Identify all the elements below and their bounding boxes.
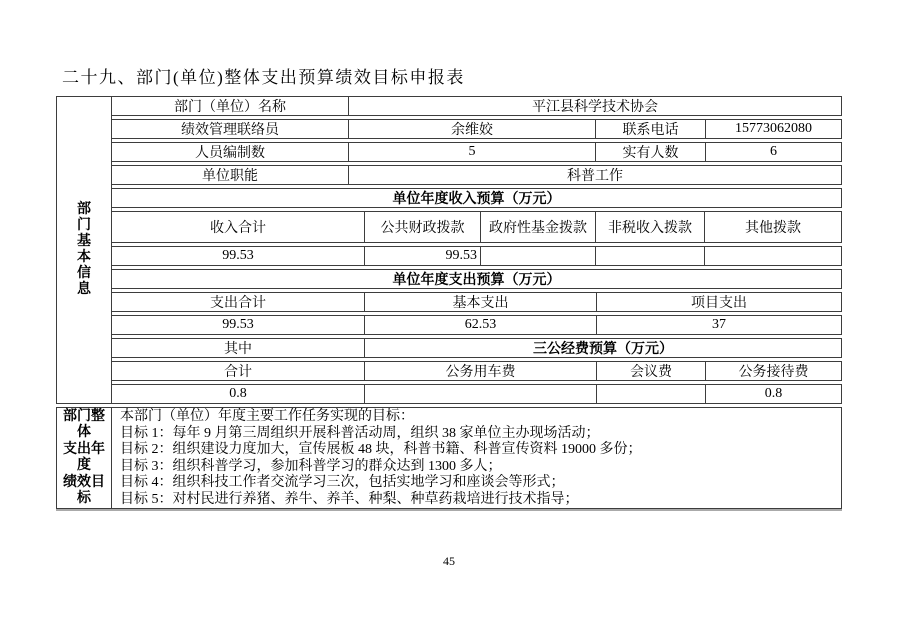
expenditure-header-row <box>111 292 842 312</box>
liaison-label-cell: 绩效管理联络员 <box>111 119 349 139</box>
goal-line-3: 目标 3：组织科普学习，参加科普学习的群众达到 1300 多人； <box>120 458 502 474</box>
headcount-value-cell: 6 <box>705 142 842 162</box>
income-header-nontax-cell: 非税收入拨款 <box>595 211 705 243</box>
income-total-value-cell: 99.53 <box>111 246 365 266</box>
three-public-title-cell: 三公经费预算（万元） <box>364 338 842 358</box>
dept-name-row <box>111 96 842 116</box>
phone-value-cell: 15773062080 <box>705 119 842 139</box>
three-public-value-row <box>111 384 842 404</box>
document-title: 二十九、部门(单位)整体支出预算绩效目标申报表 <box>62 68 465 87</box>
budget-declaration-table <box>56 96 842 509</box>
staffing-value-cell: 5 <box>348 142 596 162</box>
income-title-row <box>111 188 842 208</box>
three-public-header-vehicle-cell: 公务用车费 <box>364 361 597 381</box>
three-public-header-reception-cell: 公务接待费 <box>705 361 842 381</box>
expenditure-project-value-cell: 37 <box>596 315 842 335</box>
income-header-gov-fund-cell: 政府性基金拨款 <box>480 211 596 243</box>
staffing-row <box>111 142 842 162</box>
goals-content-row <box>111 407 842 509</box>
expenditure-header-basic-cell: 基本支出 <box>364 292 597 312</box>
income-public-finance-value-cell: 99.53 <box>364 246 481 266</box>
basic-info-vertical-text: 部 门 基 本 信 息 <box>77 202 91 297</box>
function-label-cell: 单位职能 <box>111 165 349 185</box>
income-header-public-finance-cell: 公共财政拨款 <box>364 211 481 243</box>
expenditure-header-project-cell: 项目支出 <box>596 292 842 312</box>
income-nontax-value-cell <box>595 246 705 266</box>
function-value-cell: 科普工作 <box>348 165 842 185</box>
goals-section-header <box>56 407 112 509</box>
income-value-row <box>111 246 842 266</box>
three-public-header-total-cell: 合计 <box>111 361 365 381</box>
table-body <box>112 96 842 509</box>
staffing-label-cell: 人员编制数 <box>111 142 349 162</box>
three-public-reception-value-cell: 0.8 <box>705 384 842 404</box>
expenditure-value-row <box>111 315 842 335</box>
phone-label-cell: 联系电话 <box>595 119 706 139</box>
expenditure-title-row <box>111 269 842 289</box>
expenditure-basic-value-cell: 62.53 <box>364 315 597 335</box>
row-header-column <box>56 96 112 509</box>
goal-line-4: 目标 4：组织科技工作者交流学习三次，包括实地学习和座谈会等形式； <box>120 475 565 490</box>
income-title-cell: 单位年度收入预算（万元） <box>111 188 842 208</box>
table-bottom-edge <box>56 509 842 511</box>
basic-info-section-header <box>56 96 112 404</box>
goals-vertical-text: 部门整 体 支出年 度 绩效目 标 <box>63 408 105 506</box>
three-public-total-value-cell: 0.8 <box>111 384 365 404</box>
goal-line-5: 目标 5：对村民进行养猪、养牛、养羊、种梨、种草药栽培进行技术指导； <box>120 491 579 507</box>
liaison-value-cell: 余维姣 <box>348 119 596 139</box>
headcount-label-cell: 实有人数 <box>595 142 706 162</box>
three-public-vehicle-value-cell <box>364 384 597 404</box>
goal-line-1: 目标 1：每年 9 月第三周组织开展科普活动周，组织 38 家单位主办现场活动； <box>120 425 600 441</box>
three-public-meeting-value-cell <box>596 384 706 404</box>
function-row <box>111 165 842 185</box>
goals-text-cell <box>111 407 842 509</box>
three-public-header-meeting-cell: 会议费 <box>596 361 706 381</box>
income-header-total-cell: 收入合计 <box>111 211 365 243</box>
goals-intro-line: 本部门（单位）年度主要工作任务实现的目标： <box>120 409 414 424</box>
dept-name-label-cell: 部门（单位）名称 <box>111 96 349 116</box>
income-header-row <box>111 211 842 243</box>
among-which-cell: 其中 <box>111 338 365 358</box>
three-public-header-row <box>111 361 842 381</box>
income-other-value-cell <box>704 246 842 266</box>
dept-name-value-cell: 平江县科学技术协会 <box>348 96 842 116</box>
liaison-row <box>111 119 842 139</box>
page-number: 45 <box>443 554 455 568</box>
three-public-title-row <box>111 338 842 358</box>
income-header-other-cell: 其他拨款 <box>704 211 842 243</box>
expenditure-total-value-cell: 99.53 <box>111 315 365 335</box>
expenditure-header-total-cell: 支出合计 <box>111 292 365 312</box>
expenditure-title-cell: 单位年度支出预算（万元） <box>111 269 842 289</box>
income-gov-fund-value-cell <box>480 246 596 266</box>
goal-line-2: 目标 2：组织建设力度加大，宣传展板 48 块，科普书籍、科普宣传资料 19000 多份； <box>120 442 642 457</box>
